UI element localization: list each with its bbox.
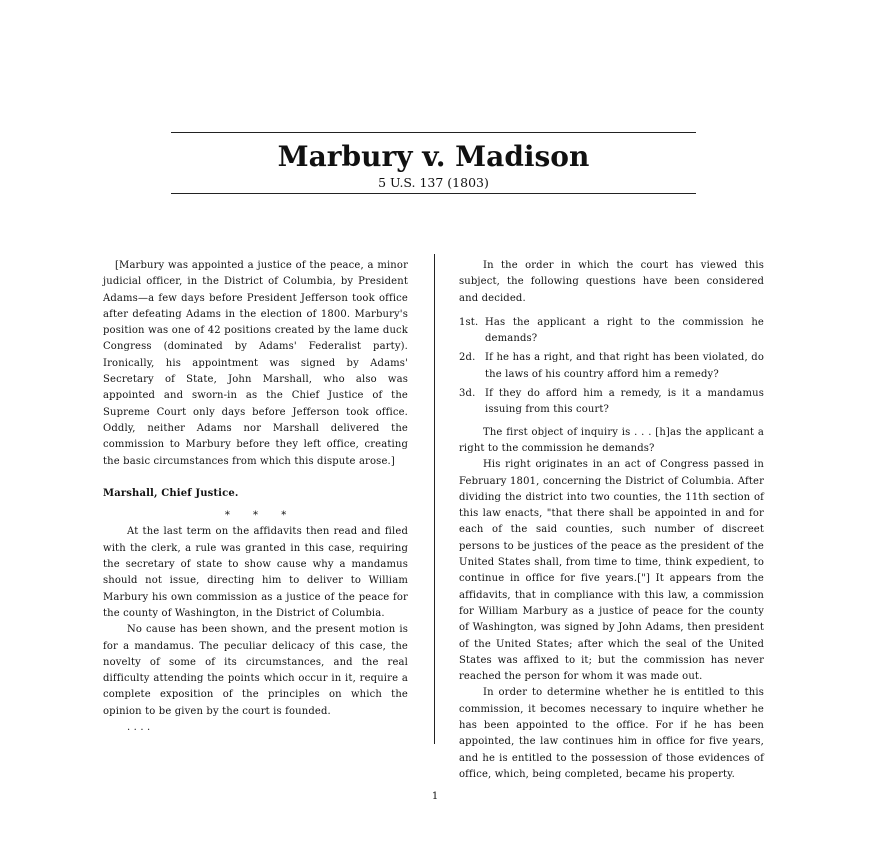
star: * xyxy=(281,510,287,522)
bottom-rule xyxy=(171,193,696,194)
question-text: If he has a right, and that right has been violated, do the laws of his country afford him a remedy? xyxy=(485,352,764,380)
question-text: Has the applicant a right to the commission he demands? xyxy=(485,316,764,345)
paragraph: In order to determine whether he is entitled to this commission, it becomes necessary to inquire whether he has been appointed to the office. For if he has been appointed, the law continues him in office for five years, and he is entitled to the possession of those evidences of office, which, being completed, became his property. xyxy=(459,687,764,780)
column-divider xyxy=(434,254,435,744)
paragraph: The first object of inquiry is . . . [h]as the applicant a right to the commission he demands? xyxy=(459,426,764,454)
questions-list xyxy=(459,315,764,419)
question-text: If they do afford him a remedy, is it a mandamus issuing from this court? xyxy=(485,388,764,416)
right-column xyxy=(459,258,764,783)
list-item xyxy=(459,315,764,348)
case-citation: 5 U.S. 137 (1803) xyxy=(378,175,489,190)
paragraph: In the order in which the court has viewed this subject, the following questions have been considered and decided. xyxy=(459,260,764,304)
top-rule xyxy=(171,132,696,133)
opinion-author: Marshall, Chief Justice. xyxy=(103,487,239,499)
editor-note: [Marbury was appointed a justice of the peace, a minor judicial officer, in the District of Columbia, by President Adams—a few days before President Jefferson took office after defeating Adams in the election of 1800. Marbury's position was one of 42 positions created by the lame duck Congress (dominated by Adams' Federalist party). Ironically, his appointment was signed by Adams' Secretary of State, John Marshall, who also was appointed and sworn-in as the Chief Justice of the Supreme Court only days before Jefferson took office. Oddly, neither Adams nor Marshall delivered the commission to Marbury before they left office, creating the basic circumstances from which this dispute arose.] xyxy=(103,260,408,467)
case-title: Marbury v. Madison xyxy=(277,140,590,173)
paragraph: At the last term on the affidavits then read and filed with the clerk, a rule was granted in this case, requiring the secretary of state to show cause why a mandamus should not issue, directing him to deliver to William Marbury his own commission as a justice of the peace for the county of Washington, in the District of Columbia. xyxy=(103,526,408,619)
question-number: 3d. xyxy=(459,388,476,400)
section-break-stars xyxy=(103,508,408,524)
title-block xyxy=(171,132,696,194)
ellipsis: . . . . xyxy=(127,722,151,734)
paragraph: No cause has been shown, and the present motion is for a mandamus. The peculiar delicacy of this case, the novelty of some of its circumstances, and the real difficulty attending the points which occur in it, require a complete exposition of the principles on which the opinion to be given by the court is founded. xyxy=(103,624,408,717)
star: * xyxy=(224,510,230,522)
question-number: 1st. xyxy=(459,316,479,328)
page-number: 1 xyxy=(431,791,439,802)
question-number: 2d. xyxy=(459,352,476,364)
left-column xyxy=(103,258,408,736)
star: * xyxy=(253,510,258,522)
list-item xyxy=(459,386,764,419)
list-item xyxy=(459,350,764,383)
paragraph: His right originates in an act of Congress passed in February 1801, concerning the District of Columbia. After dividing the district into two counties, the 11th section of this law enacts, "that there shall be appointed in and for each of the said counties, such number of discreet persons to be justices of the peace as the president of the United States shall, from time to time, think expedient, to continue in office for five years.["] It appears from the affidavits, that in compliance with this law, a commission for William Marbury as a justice of peace for the county of Washington, was signed by John Adams, then president of the United States; after which the seal of the United States was affixed to it; but the commission has never reached the person for whom it was made out. xyxy=(459,459,764,683)
